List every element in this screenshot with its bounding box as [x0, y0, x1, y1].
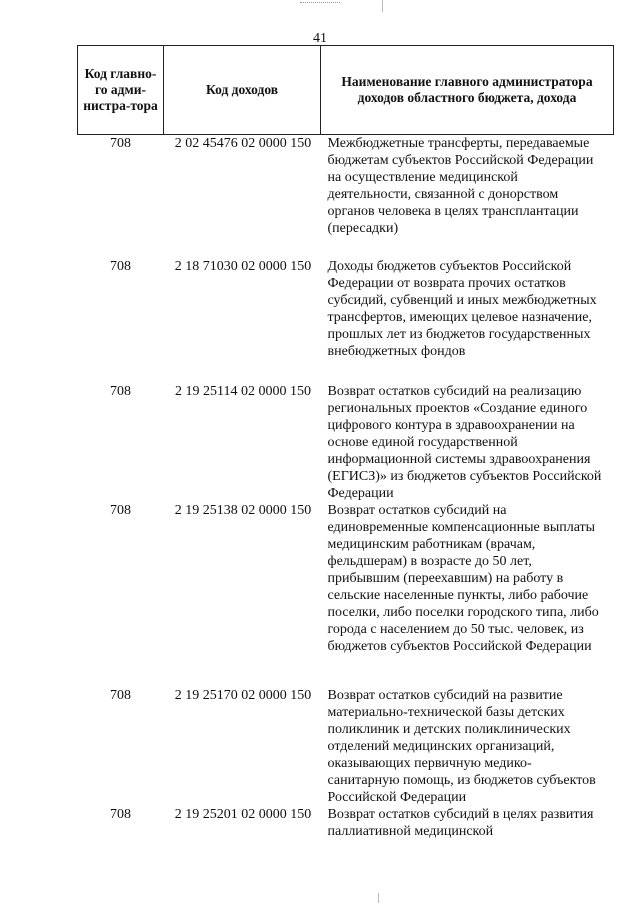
header-admin-code: Код главно-го адми-нистра-тора	[78, 46, 164, 135]
table-row	[78, 502, 614, 687]
table-row	[78, 687, 614, 806]
scan-mark-bottom	[378, 893, 379, 903]
income-code-cell: 2 02 45476 02 0000 150	[174, 136, 312, 151]
admin-code-cell: 708	[110, 136, 131, 151]
admin-code-cell: 708	[110, 688, 131, 703]
table-row	[78, 258, 614, 383]
page-number: 41	[313, 31, 327, 46]
income-code-cell: 2 18 71030 02 0000 150	[174, 259, 312, 274]
table-row	[78, 135, 614, 259]
income-name-cell: Возврат остатков субсидий на развитие материально-технической базы детских поликлиник и детских поликлинических отделений медицинских организаций, оказывающих первичную медико-санитарную помощь, из бюджетов субъектов Российской Федерации	[327, 688, 596, 805]
income-name-cell: Возврат остатков субсидий на единовременные компенсационные выплаты медицинским работникам (врачам, фельдшерам) в возрасте до 50 лет, прибывшим (переехавшим) на работу в сельские населенные пункты, либо рабочие поселки, либо поселки городского типа, либо города с населением до 50 тыс. человек, из бюджетов субъектов Российской Федерации	[327, 503, 599, 654]
table-row	[78, 806, 614, 846]
header-income-code: Код доходов	[164, 46, 321, 135]
scan-mark-top	[300, 2, 340, 7]
income-code-cell: 2 19 25170 02 0000 150	[174, 688, 312, 703]
income-code-cell: 2 19 25201 02 0000 150	[174, 807, 312, 822]
table-header-row	[78, 46, 614, 135]
income-name-cell: Межбюджетные трансферты, передаваемые бюджетам субъектов Российской Федерации на осуществление медицинской деятельности, связанной с донорством органов человека в целях трансплантации (пересадки)	[327, 136, 594, 236]
income-name-cell: Возврат остатков субсидий в целях развития паллиативной медицинской	[327, 807, 594, 839]
admin-code-cell: 708	[110, 503, 131, 518]
scan-mark-tick	[382, 0, 383, 12]
admin-code-cell: 708	[110, 384, 131, 399]
budget-income-table	[77, 45, 614, 846]
income-code-cell: 2 19 25114 02 0000 150	[175, 384, 311, 399]
header-name: Наименование главного администратора доходов областного бюджета, дохода	[321, 46, 614, 135]
table-row	[78, 383, 614, 502]
admin-code-cell: 708	[110, 259, 131, 274]
income-name-cell: Возврат остатков субсидий на реализацию региональных проектов «Создание единого цифрового контура в здравоохранении на основе единой государственной информационной системы здравоохранения (ЕГИСЗ)» из бюджетов субъектов Российской Федерации	[327, 384, 602, 501]
income-name-cell: Доходы бюджетов субъектов Российской Федерации от возврата прочих остатков субсидий, субвенций и иных межбюджетных трансфертов, имеющих целевое назначение, прошлых лет из бюджетов государственных внебюджетных фондов	[327, 259, 597, 359]
income-code-cell: 2 19 25138 02 0000 150	[174, 503, 312, 518]
admin-code-cell: 708	[110, 807, 131, 822]
